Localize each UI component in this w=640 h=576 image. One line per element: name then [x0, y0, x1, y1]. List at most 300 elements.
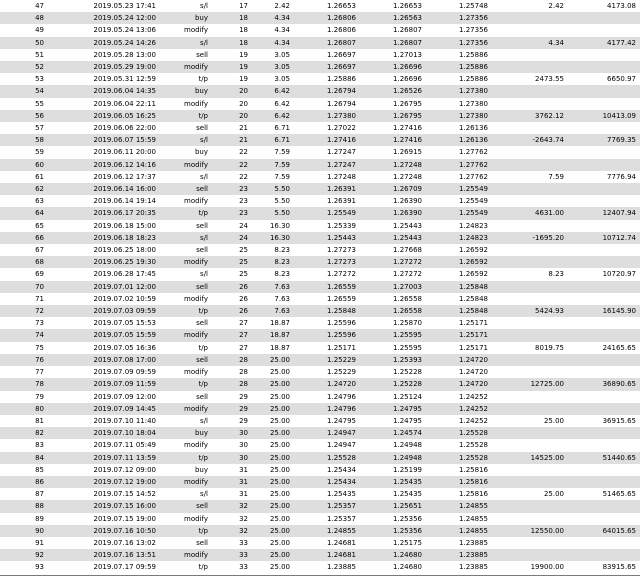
- order-number-cell: 29: [212, 415, 252, 427]
- profit-cell: [492, 122, 568, 134]
- trade-price-cell: 1.25886: [294, 73, 360, 85]
- table-row[interactable]: [0, 391, 640, 403]
- trade-price-cell: 1.24681: [294, 549, 360, 561]
- row-index-cell: 79: [0, 391, 48, 403]
- trade-type-cell: buy: [160, 12, 212, 24]
- take-profit-cell: 1.27356: [426, 12, 492, 24]
- stop-loss-cell: 1.25443: [360, 232, 426, 244]
- stop-loss-cell: 1.24948: [360, 452, 426, 464]
- trade-type-cell: sell: [160, 281, 212, 293]
- profit-cell: [492, 220, 568, 232]
- stop-loss-cell: 1.25228: [360, 378, 426, 390]
- take-profit-cell: 1.25549: [426, 207, 492, 219]
- balance-cell: [568, 159, 640, 171]
- table-row[interactable]: [0, 183, 640, 195]
- balance-cell: 36915.65: [568, 415, 640, 427]
- profit-cell: [492, 317, 568, 329]
- table-row[interactable]: [0, 0, 640, 12]
- profit-cell: 4631.00: [492, 207, 568, 219]
- order-number-cell: 24: [212, 232, 252, 244]
- trade-type-cell: buy: [160, 464, 212, 476]
- table-row[interactable]: [0, 281, 640, 293]
- take-profit-cell: 1.25528: [426, 452, 492, 464]
- stop-loss-cell: 1.26807: [360, 24, 426, 36]
- trade-type-cell: sell: [160, 500, 212, 512]
- stop-loss-cell: 1.27013: [360, 49, 426, 61]
- trade-time-cell: 2019.07.16 10:50: [48, 525, 160, 537]
- row-index-cell: 86: [0, 476, 48, 488]
- trade-type-cell: s/l: [160, 0, 212, 12]
- trade-type-cell: modify: [160, 329, 212, 341]
- trade-size-cell: 7.63: [252, 281, 294, 293]
- table-row[interactable]: [0, 293, 640, 305]
- trade-price-cell: 1.27248: [294, 171, 360, 183]
- take-profit-cell: 1.24720: [426, 378, 492, 390]
- stop-loss-cell: 1.27248: [360, 171, 426, 183]
- balance-cell: [568, 513, 640, 525]
- balance-cell: 16145.90: [568, 305, 640, 317]
- table-row[interactable]: [0, 24, 640, 36]
- trade-time-cell: 2019.06.04 14:35: [48, 85, 160, 97]
- profit-cell: -1695.20: [492, 232, 568, 244]
- table-row[interactable]: [0, 244, 640, 256]
- take-profit-cell: 1.24855: [426, 513, 492, 525]
- balance-cell: [568, 281, 640, 293]
- trade-time-cell: 2019.06.28 17:45: [48, 268, 160, 280]
- table-row[interactable]: [0, 12, 640, 24]
- trade-time-cell: 2019.06.25 18:00: [48, 244, 160, 256]
- profit-cell: -2643.74: [492, 134, 568, 146]
- row-index-cell: 71: [0, 293, 48, 305]
- table-row[interactable]: [0, 195, 640, 207]
- order-number-cell: 32: [212, 525, 252, 537]
- trade-time-cell: 2019.07.01 12:00: [48, 281, 160, 293]
- trade-price-cell: 1.27273: [294, 244, 360, 256]
- trade-price-cell: 1.26806: [294, 12, 360, 24]
- stop-loss-cell: 1.25356: [360, 525, 426, 537]
- table-row[interactable]: [0, 220, 640, 232]
- take-profit-cell: 1.26136: [426, 122, 492, 134]
- take-profit-cell: 1.23885: [426, 561, 492, 573]
- table-row[interactable]: [0, 329, 640, 341]
- row-index-cell: 84: [0, 452, 48, 464]
- trade-type-cell: sell: [160, 354, 212, 366]
- trade-size-cell: 25.00: [252, 427, 294, 439]
- trade-size-cell: 5.50: [252, 183, 294, 195]
- trade-type-cell: modify: [160, 256, 212, 268]
- table-row[interactable]: [0, 476, 640, 488]
- take-profit-cell: 1.24823: [426, 232, 492, 244]
- trade-type-cell: t/p: [160, 73, 212, 85]
- table-row[interactable]: [0, 537, 640, 549]
- trade-price-cell: 1.24796: [294, 391, 360, 403]
- table-row[interactable]: [0, 488, 640, 500]
- trade-price-cell: 1.27272: [294, 268, 360, 280]
- table-row[interactable]: [0, 268, 640, 280]
- take-profit-cell: 1.25171: [426, 317, 492, 329]
- trade-time-cell: 2019.07.02 10:59: [48, 293, 160, 305]
- trade-size-cell: 25.00: [252, 488, 294, 500]
- trade-type-cell: sell: [160, 391, 212, 403]
- trade-time-cell: 2019.06.11 20:00: [48, 146, 160, 158]
- order-number-cell: 19: [212, 61, 252, 73]
- trade-size-cell: 25.00: [252, 500, 294, 512]
- stop-loss-cell: 1.26653: [360, 0, 426, 12]
- trade-type-cell: t/p: [160, 207, 212, 219]
- order-number-cell: 25: [212, 256, 252, 268]
- order-number-cell: 23: [212, 195, 252, 207]
- balance-cell: [568, 549, 640, 561]
- profit-cell: [492, 195, 568, 207]
- trade-price-cell: 1.24681: [294, 537, 360, 549]
- trade-time-cell: 2019.05.24 12:00: [48, 12, 160, 24]
- profit-cell: [492, 549, 568, 561]
- trade-time-cell: 2019.06.04 22:11: [48, 98, 160, 110]
- profit-cell: [492, 159, 568, 171]
- stop-loss-cell: 1.26696: [360, 61, 426, 73]
- profit-cell: 5424.93: [492, 305, 568, 317]
- trade-price-cell: 1.25339: [294, 220, 360, 232]
- order-number-cell: 28: [212, 354, 252, 366]
- trade-type-cell: buy: [160, 85, 212, 97]
- order-number-cell: 30: [212, 452, 252, 464]
- stop-loss-cell: 1.24795: [360, 403, 426, 415]
- stop-loss-cell: 1.26795: [360, 110, 426, 122]
- trade-type-cell: s/l: [160, 268, 212, 280]
- table-row[interactable]: [0, 525, 640, 537]
- row-index-cell: 55: [0, 98, 48, 110]
- order-number-cell: 31: [212, 464, 252, 476]
- trade-time-cell: 2019.07.17 09:59: [48, 561, 160, 573]
- trade-type-cell: sell: [160, 537, 212, 549]
- trade-time-cell: 2019.07.09 11:59: [48, 378, 160, 390]
- trade-time-cell: 2019.06.07 15:59: [48, 134, 160, 146]
- trade-size-cell: 25.00: [252, 378, 294, 390]
- trade-time-cell: 2019.07.11 05:49: [48, 439, 160, 451]
- trade-price-cell: 1.25434: [294, 476, 360, 488]
- trade-type-cell: t/p: [160, 342, 212, 354]
- take-profit-cell: 1.25549: [426, 195, 492, 207]
- row-index-cell: 80: [0, 403, 48, 415]
- table-row[interactable]: [0, 232, 640, 244]
- table-row[interactable]: [0, 366, 640, 378]
- stop-loss-cell: 1.26563: [360, 12, 426, 24]
- profit-cell: 19900.00: [492, 561, 568, 573]
- balance-cell: 24165.65: [568, 342, 640, 354]
- order-number-cell: 25: [212, 268, 252, 280]
- table-row[interactable]: [0, 439, 640, 451]
- balance-cell: 64015.65: [568, 525, 640, 537]
- table-row[interactable]: [0, 549, 640, 561]
- row-index-cell: 93: [0, 561, 48, 573]
- table-row[interactable]: [0, 342, 640, 354]
- stop-loss-cell: 1.27272: [360, 256, 426, 268]
- profit-cell: 14525.00: [492, 452, 568, 464]
- table-row[interactable]: [0, 171, 640, 183]
- trade-time-cell: 2019.05.24 14:26: [48, 37, 160, 49]
- trade-size-cell: 25.00: [252, 476, 294, 488]
- trade-price-cell: 1.23885: [294, 561, 360, 573]
- trade-time-cell: 2019.05.28 13:00: [48, 49, 160, 61]
- trade-size-cell: 25.00: [252, 549, 294, 561]
- order-number-cell: 30: [212, 439, 252, 451]
- table-row[interactable]: [0, 85, 640, 97]
- trade-price-cell: 1.24855: [294, 525, 360, 537]
- trade-time-cell: 2019.07.05 15:53: [48, 317, 160, 329]
- stop-loss-cell: 1.26696: [360, 73, 426, 85]
- trade-price-cell: 1.26559: [294, 281, 360, 293]
- take-profit-cell: 1.26592: [426, 268, 492, 280]
- profit-cell: 12725.00: [492, 378, 568, 390]
- take-profit-cell: 1.25171: [426, 329, 492, 341]
- balance-cell: [568, 317, 640, 329]
- table-row[interactable]: [0, 110, 640, 122]
- row-index-cell: 50: [0, 37, 48, 49]
- stop-loss-cell: 1.25175: [360, 537, 426, 549]
- trade-time-cell: 2019.07.16 13:51: [48, 549, 160, 561]
- balance-cell: [568, 12, 640, 24]
- balance-cell: [568, 354, 640, 366]
- trade-time-cell: 2019.07.15 19:00: [48, 513, 160, 525]
- profit-cell: [492, 12, 568, 24]
- trade-time-cell: 2019.07.09 14:45: [48, 403, 160, 415]
- stop-loss-cell: 1.25443: [360, 220, 426, 232]
- table-row[interactable]: [0, 464, 640, 476]
- trade-size-cell: 25.00: [252, 561, 294, 573]
- stop-loss-cell: 1.25199: [360, 464, 426, 476]
- trade-size-cell: 4.34: [252, 24, 294, 36]
- trade-type-cell: modify: [160, 293, 212, 305]
- table-row[interactable]: [0, 427, 640, 439]
- trade-price-cell: 1.27416: [294, 134, 360, 146]
- balance-cell: 4173.08: [568, 0, 640, 12]
- stop-loss-cell: 1.25595: [360, 329, 426, 341]
- take-profit-cell: 1.27762: [426, 171, 492, 183]
- trade-size-cell: 3.05: [252, 61, 294, 73]
- order-number-cell: 18: [212, 37, 252, 49]
- order-number-cell: 18: [212, 12, 252, 24]
- row-index-cell: 73: [0, 317, 48, 329]
- trade-type-cell: s/l: [160, 488, 212, 500]
- trade-size-cell: 16.30: [252, 232, 294, 244]
- row-index-cell: 88: [0, 500, 48, 512]
- take-profit-cell: 1.25748: [426, 0, 492, 12]
- row-index-cell: 74: [0, 329, 48, 341]
- row-index-cell: 70: [0, 281, 48, 293]
- table-row[interactable]: [0, 207, 640, 219]
- row-index-cell: 49: [0, 24, 48, 36]
- trade-price-cell: 1.27022: [294, 122, 360, 134]
- order-number-cell: 25: [212, 244, 252, 256]
- balance-cell: 51465.65: [568, 488, 640, 500]
- stop-loss-cell: 1.25651: [360, 500, 426, 512]
- order-number-cell: 20: [212, 98, 252, 110]
- take-profit-cell: 1.27762: [426, 159, 492, 171]
- table-row[interactable]: [0, 37, 640, 49]
- trade-size-cell: 25.00: [252, 439, 294, 451]
- stop-loss-cell: 1.27248: [360, 159, 426, 171]
- table-row[interactable]: [0, 256, 640, 268]
- trade-type-cell: modify: [160, 549, 212, 561]
- trade-type-cell: s/l: [160, 171, 212, 183]
- trade-price-cell: 1.24796: [294, 403, 360, 415]
- trade-price-cell: 1.26807: [294, 37, 360, 49]
- order-number-cell: 23: [212, 183, 252, 195]
- trade-type-cell: modify: [160, 61, 212, 73]
- stop-loss-cell: 1.25435: [360, 476, 426, 488]
- trade-time-cell: 2019.07.12 09:00: [48, 464, 160, 476]
- stop-loss-cell: 1.24680: [360, 549, 426, 561]
- trade-size-cell: 25.00: [252, 452, 294, 464]
- balance-cell: 4177.42: [568, 37, 640, 49]
- trade-type-cell: modify: [160, 439, 212, 451]
- trade-price-cell: 1.25528: [294, 452, 360, 464]
- trade-time-cell: 2019.07.08 17:00: [48, 354, 160, 366]
- stop-loss-cell: 1.24948: [360, 439, 426, 451]
- table-row[interactable]: [0, 73, 640, 85]
- table-row[interactable]: [0, 513, 640, 525]
- profit-cell: 8019.75: [492, 342, 568, 354]
- order-number-cell: 27: [212, 317, 252, 329]
- take-profit-cell: 1.25171: [426, 342, 492, 354]
- trade-time-cell: 2019.07.11 13:59: [48, 452, 160, 464]
- row-index-cell: 92: [0, 549, 48, 561]
- table-row[interactable]: [0, 403, 640, 415]
- trade-size-cell: 25.00: [252, 366, 294, 378]
- trade-type-cell: modify: [160, 476, 212, 488]
- row-index-cell: 72: [0, 305, 48, 317]
- table-row[interactable]: [0, 49, 640, 61]
- order-number-cell: 19: [212, 73, 252, 85]
- balance-cell: [568, 122, 640, 134]
- balance-cell: 6650.97: [568, 73, 640, 85]
- stop-loss-cell: 1.24680: [360, 561, 426, 573]
- table-row[interactable]: [0, 354, 640, 366]
- table-row[interactable]: [0, 61, 640, 73]
- profit-cell: [492, 464, 568, 476]
- row-index-cell: 65: [0, 220, 48, 232]
- profit-cell: 2473.55: [492, 73, 568, 85]
- table-row[interactable]: [0, 134, 640, 146]
- profit-cell: [492, 439, 568, 451]
- row-index-cell: 77: [0, 366, 48, 378]
- row-index-cell: 56: [0, 110, 48, 122]
- row-index-cell: 63: [0, 195, 48, 207]
- trade-price-cell: 1.24720: [294, 378, 360, 390]
- table-row[interactable]: [0, 500, 640, 512]
- balance-cell: 7769.35: [568, 134, 640, 146]
- trade-type-cell: t/p: [160, 452, 212, 464]
- profit-cell: [492, 427, 568, 439]
- take-profit-cell: 1.27380: [426, 98, 492, 110]
- row-index-cell: 48: [0, 12, 48, 24]
- trade-type-cell: modify: [160, 195, 212, 207]
- profit-cell: 3762.12: [492, 110, 568, 122]
- balance-cell: [568, 195, 640, 207]
- balance-cell: 83915.65: [568, 561, 640, 573]
- profit-cell: 12550.00: [492, 525, 568, 537]
- table-row[interactable]: [0, 159, 640, 171]
- trade-price-cell: 1.25171: [294, 342, 360, 354]
- balance-cell: 51440.65: [568, 452, 640, 464]
- trade-size-cell: 6.71: [252, 134, 294, 146]
- table-row[interactable]: [0, 122, 640, 134]
- trade-price-cell: 1.25357: [294, 500, 360, 512]
- balance-cell: [568, 293, 640, 305]
- trade-type-cell: sell: [160, 220, 212, 232]
- balance-cell: [568, 439, 640, 451]
- table-row[interactable]: [0, 146, 640, 158]
- profit-cell: [492, 293, 568, 305]
- trade-size-cell: 8.23: [252, 244, 294, 256]
- row-index-cell: 76: [0, 354, 48, 366]
- order-number-cell: 28: [212, 378, 252, 390]
- order-number-cell: 21: [212, 122, 252, 134]
- table-row[interactable]: [0, 378, 640, 390]
- trade-size-cell: 18.87: [252, 342, 294, 354]
- trade-time-cell: 2019.06.05 16:25: [48, 110, 160, 122]
- trade-time-cell: 2019.06.12 14:16: [48, 159, 160, 171]
- trade-size-cell: 8.23: [252, 268, 294, 280]
- table-row[interactable]: [0, 317, 640, 329]
- order-number-cell: 33: [212, 537, 252, 549]
- take-profit-cell: 1.25886: [426, 73, 492, 85]
- balance-cell: 10413.09: [568, 110, 640, 122]
- order-number-cell: 28: [212, 366, 252, 378]
- order-number-cell: 31: [212, 488, 252, 500]
- profit-cell: [492, 513, 568, 525]
- profit-cell: 25.00: [492, 488, 568, 500]
- row-index-cell: 83: [0, 439, 48, 451]
- stop-loss-cell: 1.26558: [360, 305, 426, 317]
- stop-loss-cell: 1.25870: [360, 317, 426, 329]
- trade-type-cell: t/p: [160, 110, 212, 122]
- stop-loss-cell: 1.27416: [360, 134, 426, 146]
- order-number-cell: 30: [212, 427, 252, 439]
- trade-price-cell: 1.25434: [294, 464, 360, 476]
- take-profit-cell: 1.27762: [426, 146, 492, 158]
- trade-size-cell: 7.59: [252, 159, 294, 171]
- stop-loss-cell: 1.26390: [360, 195, 426, 207]
- table-row[interactable]: [0, 305, 640, 317]
- trade-size-cell: 5.50: [252, 207, 294, 219]
- trade-size-cell: 25.00: [252, 537, 294, 549]
- table-row[interactable]: [0, 452, 640, 464]
- take-profit-cell: 1.25848: [426, 281, 492, 293]
- stop-loss-cell: 1.26709: [360, 183, 426, 195]
- table-row[interactable]: [0, 98, 640, 110]
- balance-cell: [568, 391, 640, 403]
- profit-cell: [492, 244, 568, 256]
- order-number-cell: 33: [212, 561, 252, 573]
- table-row[interactable]: [0, 561, 640, 573]
- table-row[interactable]: [0, 415, 640, 427]
- profit-cell: [492, 391, 568, 403]
- trade-size-cell: 3.05: [252, 73, 294, 85]
- order-number-cell: 18: [212, 24, 252, 36]
- trade-price-cell: 1.24947: [294, 427, 360, 439]
- trade-type-cell: sell: [160, 49, 212, 61]
- balance-cell: [568, 256, 640, 268]
- balance-cell: [568, 329, 640, 341]
- trade-size-cell: 25.00: [252, 391, 294, 403]
- profit-cell: 25.00: [492, 415, 568, 427]
- row-index-cell: 81: [0, 415, 48, 427]
- trade-type-cell: t/p: [160, 378, 212, 390]
- trade-size-cell: 25.00: [252, 513, 294, 525]
- order-number-cell: 26: [212, 281, 252, 293]
- profit-cell: [492, 354, 568, 366]
